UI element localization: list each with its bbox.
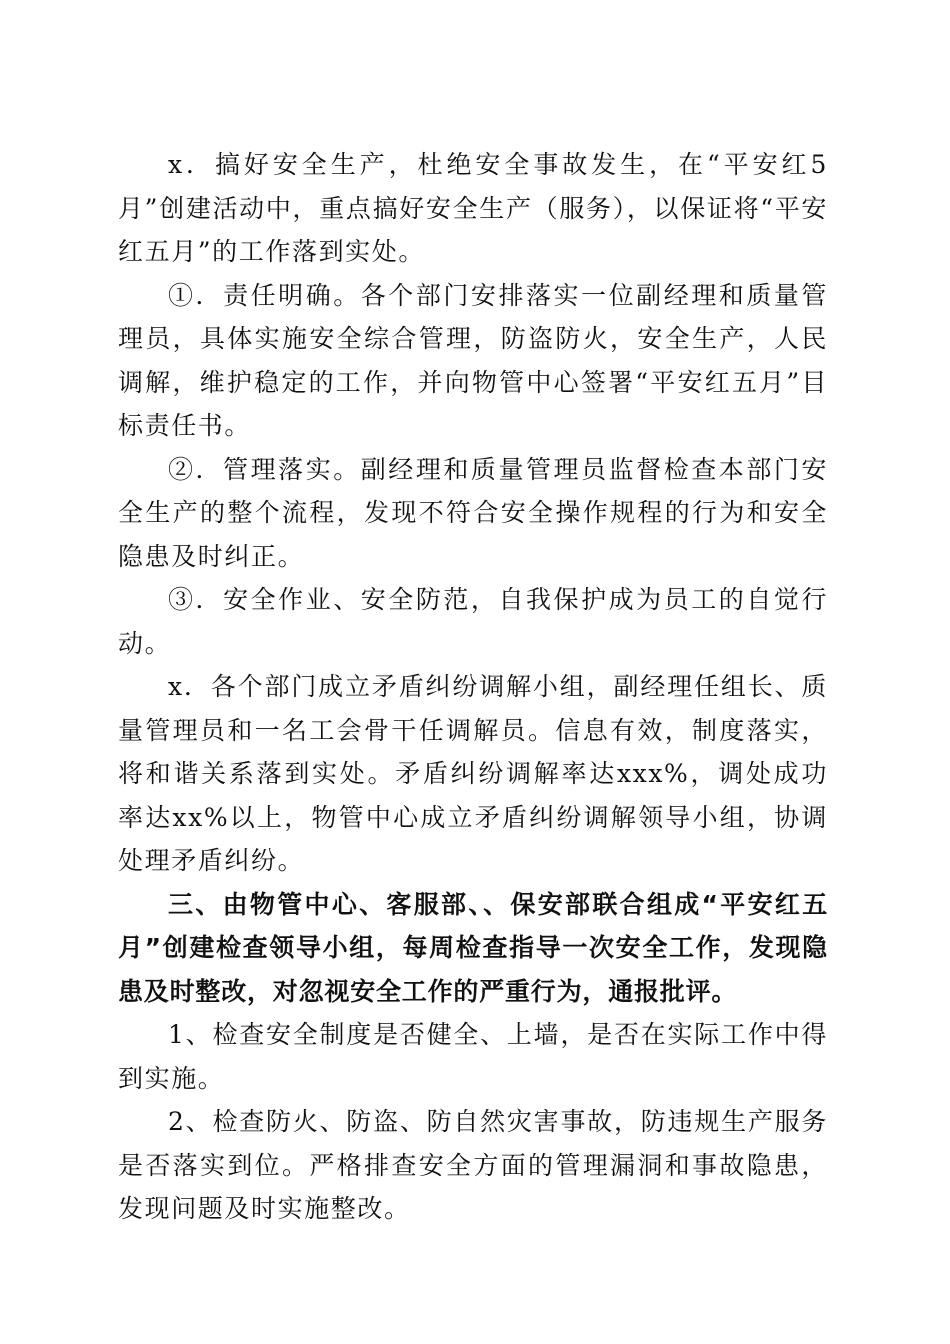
paragraph-dispute-mediation: x．各个部门成立矛盾纠纷调解小组，副经理任组长、质量管理员和一名工会骨干任调解员。信息有效，制度落实，将和谐关系落到实处。矛盾纠纷调解率达xxx%，调处成功率达xx%以上，物管中心成立矛盾纠纷调解领导小组，协调处理矛盾纠纷。 <box>118 672 828 875</box>
paragraph-safety-production: x．搞好安全生产，杜绝安全事故发生，在“平安红5月”创建活动中，重点搞好安全生产（服务），以保证将“平安红五月”的工作落到实处。 <box>118 150 828 266</box>
paragraph-safe-operation: ③．安全作业、安全防范，自我保护成为员工的自觉行动。 <box>118 585 828 658</box>
paragraph-check-fire-theft-disaster: 2、检查防火、防盗、防自然灾害事故，防违规生产服务是否落实到位。严格排查安全方面的管理漏洞和事故隐患，发现问题及时实施整改。 <box>118 1107 828 1223</box>
paragraph-management-implementation: ②．管理落实。副经理和质量管理员监督检查本部门安全生产的整个流程，发现不符合安全操作规程的行为和安全隐患及时纠正。 <box>118 454 828 571</box>
paragraph-check-safety-system: 1、检查安全制度是否健全、上墙，是否在实际工作中得到实施。 <box>118 1020 828 1093</box>
section-heading-inspection-group: 三、由物管中心、客服部、、保安部联合组成“平安红五月”创建检查领导小组，每周检查指导一次安全工作，发现隐患及时整改，对忽视安全工作的严重行为，通报批评。 <box>118 889 828 1006</box>
document-body <box>118 143 828 1231</box>
paragraph-clear-responsibility: ①．责任明确。各个部门安排落实一位副经理和质量管理员，具体实施安全综合管理，防盗防火，安全生产，人民调解，维护稳定的工作，并向物管中心签署“平安红五月”目标责任书。 <box>118 280 828 440</box>
